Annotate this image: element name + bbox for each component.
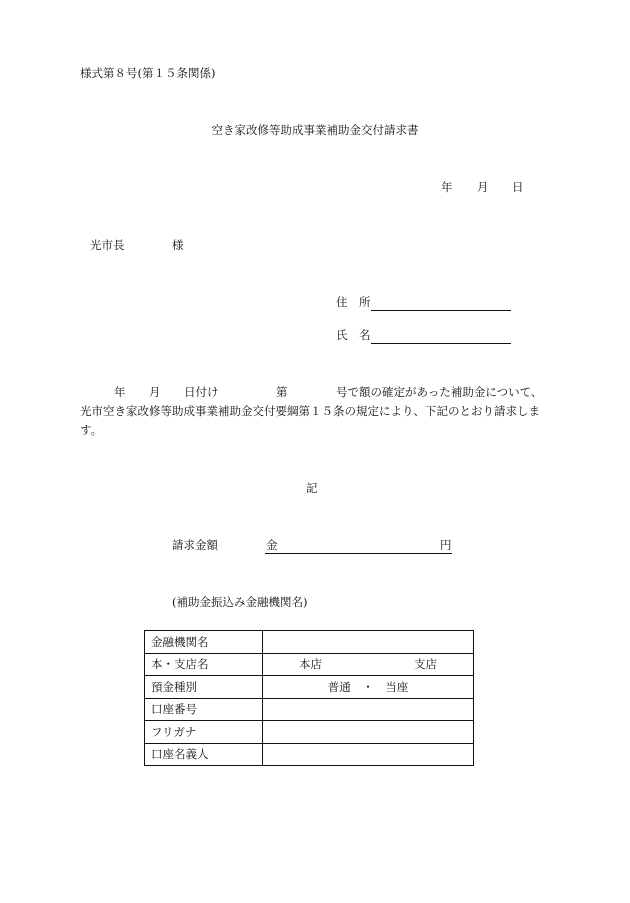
body-line-2: 光市空き家改修等助成事業補助金交付要綱第１５条の規定により、下記のとおり請求しま xyxy=(80,404,540,418)
account-number-field[interactable] xyxy=(263,698,474,721)
document-title: 空き家改修等助成事業補助金交付請求書 xyxy=(211,123,419,137)
address-label: 住 所 xyxy=(336,295,371,309)
claim-prefix: 金 xyxy=(266,538,278,552)
ki-heading: 記 xyxy=(306,481,318,495)
name-underline xyxy=(371,343,511,344)
body-dated: 日付け xyxy=(184,385,219,399)
claim-suffix: 円 xyxy=(440,538,452,552)
claim-underline xyxy=(265,553,452,554)
name-label: 氏 名 xyxy=(336,328,371,342)
holder-field[interactable] xyxy=(263,743,474,766)
bank-table xyxy=(144,630,474,766)
table-row xyxy=(145,653,474,676)
claim-label: 請求金額 xyxy=(172,538,218,552)
table-row xyxy=(145,743,474,766)
body-line1-rest: 号で額の確定があった補助金について、 xyxy=(336,385,543,399)
furigana-label: フリガナ xyxy=(145,721,263,744)
table-row xyxy=(145,631,474,654)
body-year: 年 xyxy=(114,385,126,399)
body-line-1 xyxy=(0,387,630,401)
date-month: 月 xyxy=(477,180,489,194)
body-dai: 第 xyxy=(276,385,288,399)
table-row xyxy=(145,676,474,699)
furigana-field[interactable] xyxy=(263,721,474,744)
addressee-honorific: 様 xyxy=(172,238,184,252)
address-underline xyxy=(371,310,511,311)
branch-main: 本店 xyxy=(299,657,322,672)
deposit-type-value[interactable]: 普通 ・ 当座 xyxy=(263,676,474,699)
holder-label: 口座名義人 xyxy=(145,743,263,766)
bank-section-title: (補助金振込み金融機関名) xyxy=(172,595,308,609)
branch-field[interactable] xyxy=(263,653,474,676)
addressee-name: 光市長 xyxy=(90,238,125,252)
body-month: 月 xyxy=(149,385,161,399)
date-year: 年 xyxy=(441,180,453,194)
table-row xyxy=(145,698,474,721)
branch-label: 本・支店名 xyxy=(145,653,263,676)
account-number-label: 口座番号 xyxy=(145,698,263,721)
branch-sub: 支店 xyxy=(414,657,437,672)
date-line xyxy=(441,180,524,194)
date-day: 日 xyxy=(512,180,524,194)
body-line-3: す。 xyxy=(80,423,103,437)
table-row xyxy=(145,721,474,744)
deposit-type-label: 預金種別 xyxy=(145,676,263,699)
institution-label: 金融機関名 xyxy=(145,631,263,654)
institution-field[interactable] xyxy=(263,631,474,654)
form-number: 様式第８号(第１５条関係) xyxy=(80,66,216,80)
